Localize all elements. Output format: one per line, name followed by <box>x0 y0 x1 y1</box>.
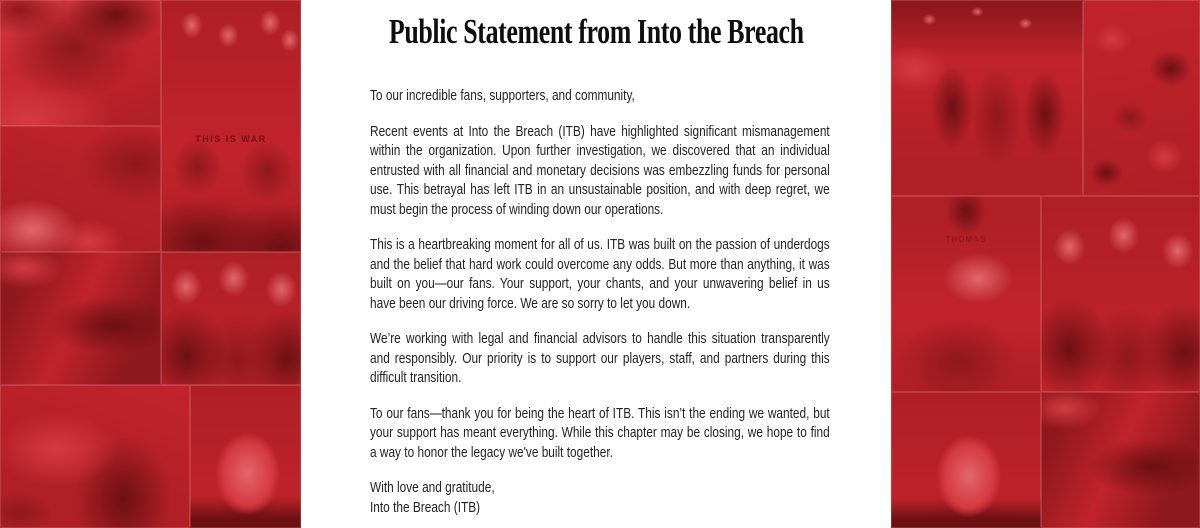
statement-paragraph-3: We’re working with legal and financial advisors to handle this situation transparently and responsibly. Our priority is to support our players, staff, and partners during this difficult transition. <box>370 331 830 386</box>
collage-photo-tile <box>891 196 1041 392</box>
collage-photo-tile <box>0 0 161 126</box>
left-photo-collage <box>0 0 301 528</box>
greeting-paragraph: To our incredible fans, supporters, and community, <box>370 88 635 104</box>
statement-paragraph-2: This is a heartbreaking moment for all of us. ITB was built on the passion of underdogs and the belief that hard work could overcome any odds. But more than anything, it was built on you—our fans. Your support, your chants, and your unwavering belief in us have been our driving force. We are so sorry to let you down. <box>370 237 830 312</box>
collage-photo-tile <box>1041 196 1200 392</box>
collage-photo-tile <box>1083 0 1200 196</box>
signoff <box>370 479 830 518</box>
collage-photo-tile <box>0 126 161 252</box>
photo-caption-text: THOMAS <box>945 235 987 245</box>
collage-photo-tile <box>190 385 301 528</box>
photo-caption-text: THIS IS WAR <box>195 133 267 144</box>
signoff-line-1: With love and gratitude, <box>370 480 495 496</box>
statement-paragraph-1: Recent events at Into the Breach (ITB) have highlighted significant mismanagement within the organization. Upon further investigation, we discovered that an individual entrusted with all financial and monetary decisions was embezzling funds for personal use. This betrayal has left ITB in an unsustainable position, and with deep regret, we must begin the process of winding down our operations. <box>370 123 830 218</box>
collage-photo-tile <box>0 252 161 385</box>
page-title <box>301 14 891 50</box>
collage-photo-tile <box>1041 392 1200 528</box>
collage-photo-tile <box>891 392 1041 528</box>
collage-photo-tile <box>161 252 301 385</box>
statement-body <box>370 87 830 518</box>
signoff-line-2: Into the Breach (ITB) <box>370 499 481 516</box>
statement-paragraph-4: To our fans—thank you for being the heart of ITB. This isn’t the ending we wanted, but your support has meant everything. While this chapter may be closing, we hope to find a way to honor the legacy we've built together. <box>370 405 830 461</box>
page-title-text: Public Statement from Into the Breach <box>388 12 804 51</box>
collage-photo-tile <box>891 0 1083 196</box>
statement-card <box>301 0 891 528</box>
collage-photo-tile <box>0 385 190 528</box>
right-photo-collage <box>891 0 1200 528</box>
collage-photo-tile <box>161 0 301 252</box>
